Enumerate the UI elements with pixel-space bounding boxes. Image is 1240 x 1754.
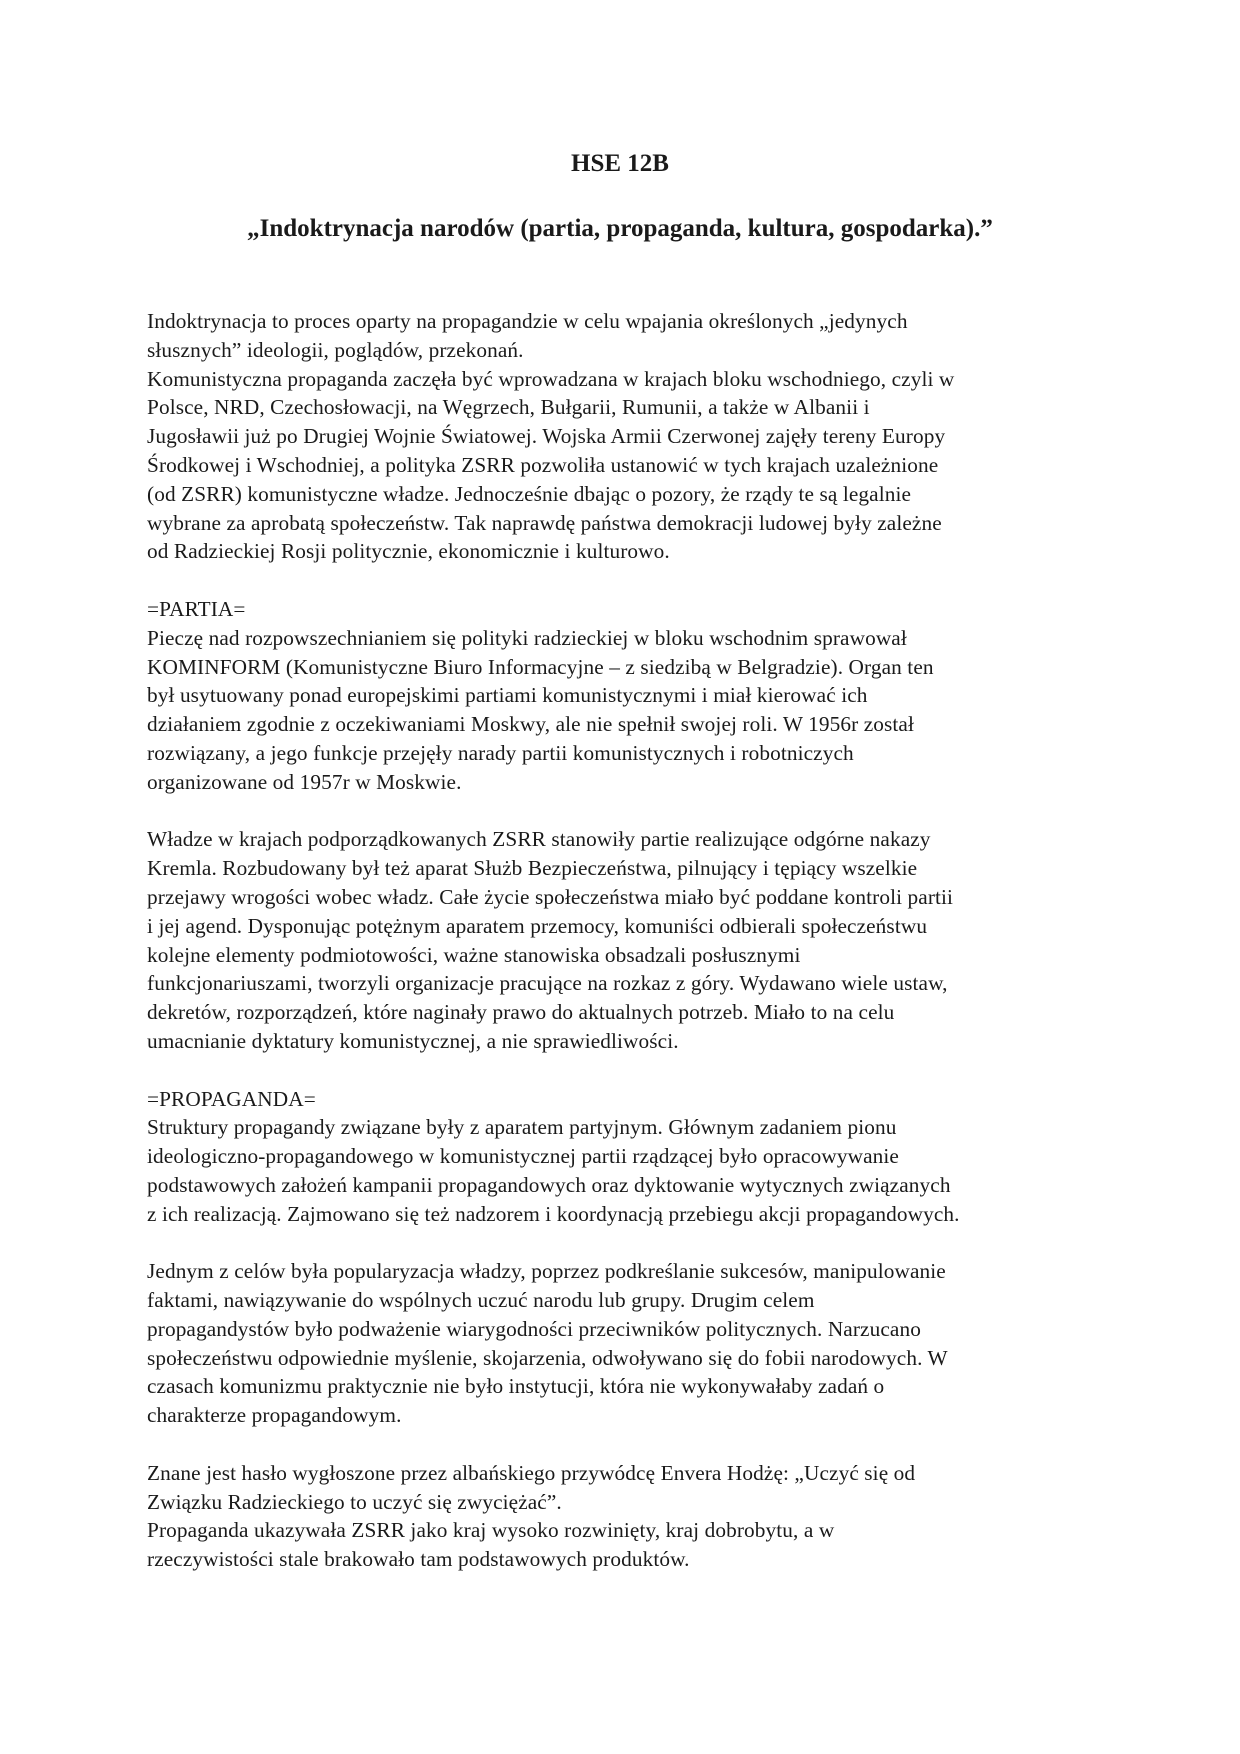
- paragraph-gap: [147, 1229, 1092, 1258]
- text-line: Struktury propagandy związane były z aparatem partyjnym. Głównym zadaniem pionu: [147, 1115, 897, 1140]
- paragraph: [147, 307, 1092, 566]
- paragraph-gap: [147, 566, 1092, 595]
- paragraph-gap: [147, 1430, 1092, 1459]
- text-line: wybrane za aprobatą społeczeństw. Tak naprawdę państwa demokracji ludowej były zależne: [147, 510, 942, 535]
- text-line: kolejne elementy podmiotowości, ważne stanowiska obsadzali posłusznymi: [147, 942, 801, 967]
- text-line: organizowane od 1957r w Moskwie.: [147, 769, 462, 794]
- paragraph: [147, 1257, 1092, 1430]
- text-line: funkcjonariuszami, tworzyli organizacje pracujące na rozkaz z góry. Wydawano wiele ustaw,: [147, 971, 948, 996]
- text-line: Propaganda ukazywała ZSRR jako kraj wysoko rozwinięty, kraj dobrobytu, a w: [147, 1518, 835, 1543]
- text-line: Polsce, NRD, Czechosłowacji, na Węgrzech, Bułgarii, Rumunii, a także w Albanii i: [147, 395, 870, 420]
- paragraph-gap: [147, 1056, 1092, 1085]
- text-line: Władze w krajach podporządkowanych ZSRR stanowiły partie realizujące odgórne nakazy: [147, 827, 931, 852]
- text-line: Jugosławii już po Drugiej Wojnie Światowej. Wojska Armii Czerwonej zajęły tereny Europy: [147, 424, 946, 449]
- text-line: dekretów, rozporządzeń, które naginały prawo do aktualnych potrzeb. Miało to na celu: [147, 1000, 895, 1025]
- text-line: umacnianie dyktatury komunistycznej, a nie sprawiedliwości.: [147, 1028, 679, 1053]
- paragraph: [147, 595, 1092, 797]
- paragraph: [147, 1459, 1092, 1574]
- text-line: =PROPAGANDA=: [147, 1086, 316, 1111]
- text-line: i jej agend. Dysponując potężnym aparatem przemocy, komuniści odbierali społeczeństwu: [147, 913, 928, 938]
- paragraph: [147, 1085, 1092, 1229]
- text-line: Indoktrynacja to proces oparty na propagandzie w celu wpajania określonych „jedynych: [147, 309, 908, 333]
- text-line: Komunistyczna propaganda zaczęła być wprowadzana w krajach bloku wschodniego, czyli w: [147, 366, 955, 391]
- text-line: społeczeństwu odpowiednie myślenie, skojarzenia, odwoływano się do fobii narodowych. W: [147, 1345, 948, 1370]
- text-line: rozwiązany, a jego funkcje przejęły narady partii komunistycznych i robotniczych: [147, 740, 854, 765]
- text-line: faktami, nawiązywanie do wspólnych uczuć narodu lub grupy. Drugim celem: [147, 1288, 815, 1313]
- text-line: działaniem zgodnie z oczekiwaniami Moskwy, ale nie spełnił swojej roli. W 1956r został: [147, 712, 914, 737]
- document-title: HSE 12B: [571, 150, 669, 177]
- text-line: Jednym z celów była popularyzacja władzy, poprzez podkreślanie sukcesów, manipulowanie: [147, 1259, 946, 1284]
- paragraph: [147, 825, 1092, 1055]
- text-line: (od ZSRR) komunistyczne władze. Jednocześnie dbając o pozory, że rządy te są legalnie: [147, 481, 912, 506]
- text-line: przejawy wrogości wobec władz. Całe życie społeczeństwa miało być poddane kontroli partii: [147, 884, 954, 909]
- text-line: Środkowej i Wschodniej, a polityka ZSRR pozwoliła ustanowić w tych krajach uzależnione: [147, 452, 939, 477]
- paragraph-gap: [147, 797, 1092, 826]
- document-body: [147, 307, 1092, 1574]
- text-line: rzeczywistości stale brakowało tam podstawowych produktów.: [147, 1547, 690, 1572]
- text-line: z ich realizacją. Zajmowano się też nadzorem i koordynacją przebiegu akcji propagandowych.: [147, 1201, 960, 1226]
- text-line: od Radzieckiej Rosji politycznie, ekonomicznie i kulturowo.: [147, 539, 670, 564]
- text-line: charakterze propagandowym.: [147, 1403, 402, 1428]
- document-subtitle: „Indoktrynacja narodów (partia, propaganda, kultura, gospodarka).”: [247, 215, 993, 242]
- text-line: podstawowych założeń kampanii propagandowych oraz dyktowanie wytycznych związanych: [147, 1172, 951, 1197]
- text-line: słusznych” ideologii, poglądów, przekonań.: [147, 337, 524, 362]
- text-line: Znane jest hasło wygłoszone przez albańskiego przywódcę Envera Hodżę: „Uczyć się od: [147, 1460, 916, 1485]
- text-line: propagandystów było podważenie wiarygodności przeciwników politycznych. Narzucano: [147, 1316, 921, 1341]
- text-line: =PARTIA=: [147, 596, 246, 621]
- text-line: Związku Radzieckiego to uczyć się zwyciężać”.: [147, 1489, 562, 1514]
- text-line: czasach komunizmu praktycznie nie było instytucji, która nie wykonywałaby zadań o: [147, 1374, 885, 1399]
- text-line: Pieczę nad rozpowszechnianiem się polityki radzieckiej w bloku wschodnim sprawował: [147, 625, 907, 650]
- text-line: ideologiczno-propagandowego w komunistycznej partii rządzącej było opracowywanie: [147, 1144, 899, 1169]
- text-line: Kremla. Rozbudowany był też aparat Służb Bezpieczeństwa, pilnujący i tępiący wszelkie: [147, 856, 918, 881]
- text-line: KOMINFORM (Komunistyczne Biuro Informacyjne – z siedzibą w Belgradzie). Organ ten: [147, 654, 934, 679]
- text-line: był usytuowany ponad europejskimi partiami komunistycznymi i miał kierować ich: [147, 683, 868, 708]
